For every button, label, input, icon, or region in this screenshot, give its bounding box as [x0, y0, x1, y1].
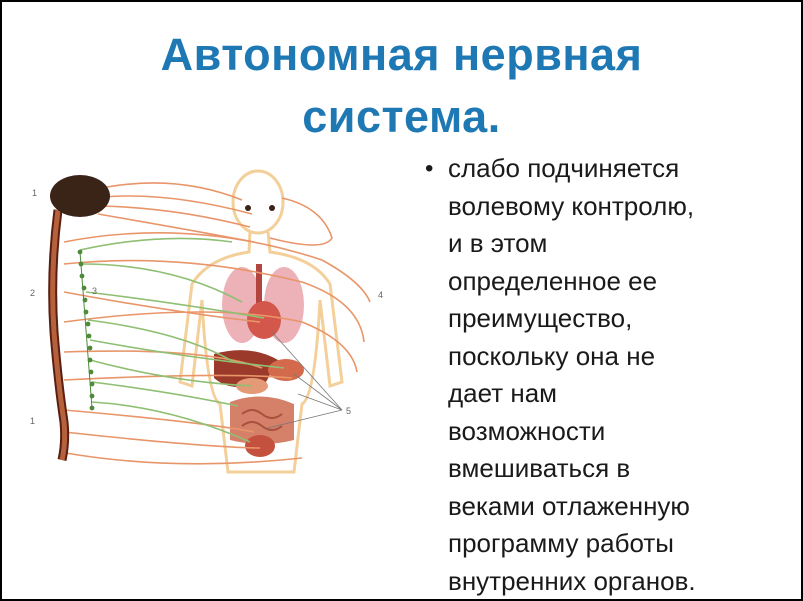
- ganglia-chain: [78, 250, 98, 411]
- bullet-item: [422, 150, 800, 599]
- bullet-line: внутренних органов.: [448, 565, 696, 596]
- bullet-line: веками отлаженную: [448, 490, 690, 521]
- autonomic-nervous-system-illustration: [2, 2, 422, 599]
- bullet-marker: •: [425, 155, 434, 182]
- title-line-1: Автономная нервная: [160, 29, 643, 80]
- trachea: [256, 264, 262, 304]
- bullet-line: поскольку она не: [448, 340, 656, 371]
- figure-label-2: 2: [30, 288, 36, 298]
- figure-label-1-lower: 1: [30, 416, 36, 426]
- bullet-line: возможности: [448, 415, 606, 446]
- bullet-line: и в этом: [448, 228, 548, 258]
- bullet-line: программу работы: [448, 528, 674, 558]
- figure-label-3: 3: [92, 286, 98, 296]
- bladder: [245, 435, 275, 457]
- bullet-line: вмешиваться в: [448, 453, 631, 483]
- figure-label-1: 1: [32, 188, 38, 198]
- heart: [247, 301, 281, 339]
- figure-label-5: 5: [346, 406, 352, 416]
- brain: [50, 175, 110, 217]
- bullet-line: волевому контролю,: [448, 190, 695, 221]
- bullet-line: дает нам: [448, 378, 558, 408]
- title-line-2: система.: [302, 91, 501, 142]
- bullet-list: [422, 150, 800, 599]
- bullet-line: преимущество,: [448, 303, 633, 333]
- bullet-line: определенное ее: [448, 265, 658, 296]
- bullet-line: слабо подчиняется: [448, 153, 680, 183]
- slide: [2, 2, 801, 599]
- figure-label-4: 4: [378, 290, 384, 300]
